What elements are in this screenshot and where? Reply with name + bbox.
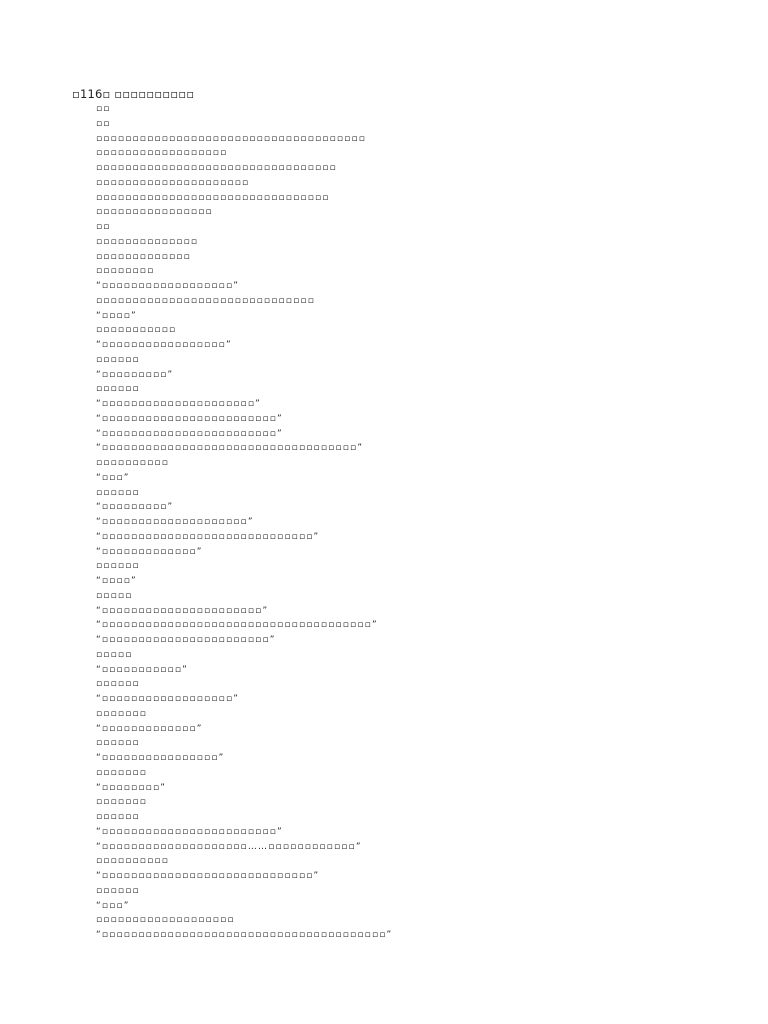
text-line: “▫▫▫▫▫▫▫▫▫▫▫▫▫▫▫▫▫▫▫▫▫▫▫▫▫▫▫▫▫▫▫▫▫▫▫” xyxy=(96,443,364,454)
text-line: “▫▫▫▫▫▫▫▫▫▫▫▫▫▫▫▫▫▫▫▫▫▫▫▫▫▫▫▫▫▫▫▫▫▫▫▫▫▫▫” xyxy=(96,930,393,940)
text-line: ▫▫▫▫▫▫▫▫▫▫▫▫▫▫▫▫▫▫ xyxy=(96,148,228,159)
text-line: “▫▫▫▫▫▫▫▫▫▫▫▫▫▫▫▫▫▫▫▫” xyxy=(96,517,254,527)
text-line: ▫▫ xyxy=(96,118,111,129)
text-line: ▫▫ xyxy=(96,104,111,114)
text-line: ▫▫▫▫▫▫▫ xyxy=(96,797,148,808)
text-line: ▫▫▫▫▫▫▫▫▫▫▫▫▫▫▫▫▫▫▫▫▫ xyxy=(96,177,250,188)
text-line: “▫▫▫▫▫▫▫▫” xyxy=(96,782,167,793)
text-line: ▫▫▫▫▫▫▫▫▫▫▫▫▫▫▫▫ xyxy=(96,207,213,218)
text-line: “▫▫▫▫” xyxy=(96,576,137,586)
text-line: ▫▫▫▫▫▫▫▫▫▫ xyxy=(96,856,169,867)
text-line: ▫▫ xyxy=(96,222,111,232)
text-line: ▫▫▫▫▫▫ xyxy=(96,487,140,498)
text-line: “▫▫▫▫▫▫▫▫▫▫▫▫▫▫▫▫▫▫▫▫▫▫▫” xyxy=(96,635,276,645)
text-line: ▫▫▫▫▫▫▫▫▫▫▫▫▫ xyxy=(96,251,191,262)
text-line: “▫▫▫▫▫▫▫▫▫” xyxy=(96,369,174,380)
text-line: “▫▫▫▫▫▫▫▫▫▫▫▫▫▫▫▫▫▫▫▫……▫▫▫▫▫▫▫▫▫▫▫▫” xyxy=(96,841,362,852)
text-body xyxy=(96,102,712,943)
text-line: “▫▫▫▫▫▫▫▫▫” xyxy=(96,502,174,513)
text-line: “▫▫▫▫▫▫▫▫▫▫▫▫▫▫▫▫▫▫▫▫▫▫▫▫” xyxy=(96,413,283,424)
text-line: “▫▫▫▫▫▫▫▫▫▫▫▫▫▫▫▫▫” xyxy=(96,340,232,350)
text-line: ▫▫▫▫▫▫ xyxy=(96,561,140,572)
text-line: ▫▫▫▫▫▫▫▫▫▫ xyxy=(96,458,169,468)
text-line: ▫▫▫▫▫▫▫▫▫▫▫▫▫▫▫▫▫▫▫▫▫▫▫▫▫▫▫▫▫▫▫▫▫▫▫▫▫ xyxy=(96,133,367,144)
text-line: ▫▫▫▫▫▫▫▫▫▫▫▫▫▫▫▫▫▫▫▫▫▫▫▫▫▫▫▫▫▫▫▫ xyxy=(96,192,330,203)
text-line: ▫▫▫▫▫▫▫▫▫▫▫▫▫▫ xyxy=(96,236,199,247)
text-line: “▫▫▫▫▫▫▫▫▫▫▫▫▫▫▫▫” xyxy=(96,753,225,763)
text-line: ▫▫▫▫▫▫ xyxy=(96,738,140,749)
text-line: ▫▫▫▫▫ xyxy=(96,590,133,601)
text-line: “▫▫▫▫▫▫▫▫▫▫▫▫▫▫▫▫▫▫▫▫▫▫▫▫” xyxy=(96,826,283,837)
text-line: “▫▫▫▫▫▫▫▫▫▫▫▫▫▫▫▫▫▫▫▫▫▫▫▫▫▫▫▫▫” xyxy=(96,871,320,881)
text-line: “▫▫▫▫▫▫▫▫▫▫▫▫▫▫▫▫▫▫▫▫▫▫▫▫” xyxy=(96,428,283,439)
text-line: “▫▫▫▫▫▫▫▫▫▫▫▫▫▫▫▫▫▫▫▫▫▫” xyxy=(96,605,269,616)
text-line: ▫▫▫▫▫▫▫▫▫▫▫▫▫▫▫▫▫▫▫▫▫▫▫▫▫▫▫▫▫▫▫▫▫ xyxy=(96,163,337,173)
text-line: “▫▫▫▫▫▫▫▫▫▫▫▫▫▫▫▫▫▫▫▫▫” xyxy=(96,399,262,409)
text-line: “▫▫▫▫▫▫▫▫▫▫▫▫▫▫▫▫▫▫” xyxy=(96,281,240,291)
text-line: “▫▫▫▫▫▫▫▫▫▫▫▫▫▫▫▫▫▫▫▫▫▫▫▫▫▫▫▫▫▫▫▫▫▫▫▫▫” xyxy=(96,620,378,631)
text-line: “▫▫▫” xyxy=(96,900,130,911)
text-line: “▫▫▫▫▫▫▫▫▫▫▫▫▫▫▫▫▫▫” xyxy=(96,694,240,704)
section-heading: ▫116▫ ▫▫▫▫▫▫▫▫▫▫ xyxy=(72,87,195,101)
text-line: ▫▫▫▫▫▫▫▫ xyxy=(96,266,155,277)
text-line: ▫▫▫▫▫ xyxy=(96,649,133,660)
text-line: “▫▫▫” xyxy=(96,472,130,483)
text-line: ▫▫▫▫▫▫ xyxy=(96,679,140,690)
text-line: ▫▫▫▫▫▫ xyxy=(96,812,140,822)
text-line: “▫▫▫▫” xyxy=(96,310,137,321)
text-line: ▫▫▫▫▫▫ xyxy=(96,354,140,365)
document-page xyxy=(72,86,712,943)
text-line: ▫▫▫▫▫▫ xyxy=(96,885,140,896)
text-line: “▫▫▫▫▫▫▫▫▫▫▫▫▫” xyxy=(96,546,203,557)
text-line: ▫▫▫▫▫▫▫▫▫▫▫ xyxy=(96,325,177,336)
text-line: ▫▫▫▫▫▫ xyxy=(96,384,140,395)
text-line: “▫▫▫▫▫▫▫▫▫▫▫▫▫▫▫▫▫▫▫▫▫▫▫▫▫▫▫▫▫” xyxy=(96,531,320,542)
text-line: ▫▫▫▫▫▫▫▫▫▫▫▫▫▫▫▫▫▫▫ xyxy=(96,915,235,926)
text-line: “▫▫▫▫▫▫▫▫▫▫▫▫▫” xyxy=(96,723,203,734)
text-line: “▫▫▫▫▫▫▫▫▫▫▫” xyxy=(96,664,189,675)
text-line: ▫▫▫▫▫▫▫▫▫▫▫▫▫▫▫▫▫▫▫▫▫▫▫▫▫▫▫▫▫▫ xyxy=(96,295,315,306)
text-line: ▫▫▫▫▫▫▫ xyxy=(96,708,148,719)
text-line: ▫▫▫▫▫▫▫ xyxy=(96,767,148,778)
